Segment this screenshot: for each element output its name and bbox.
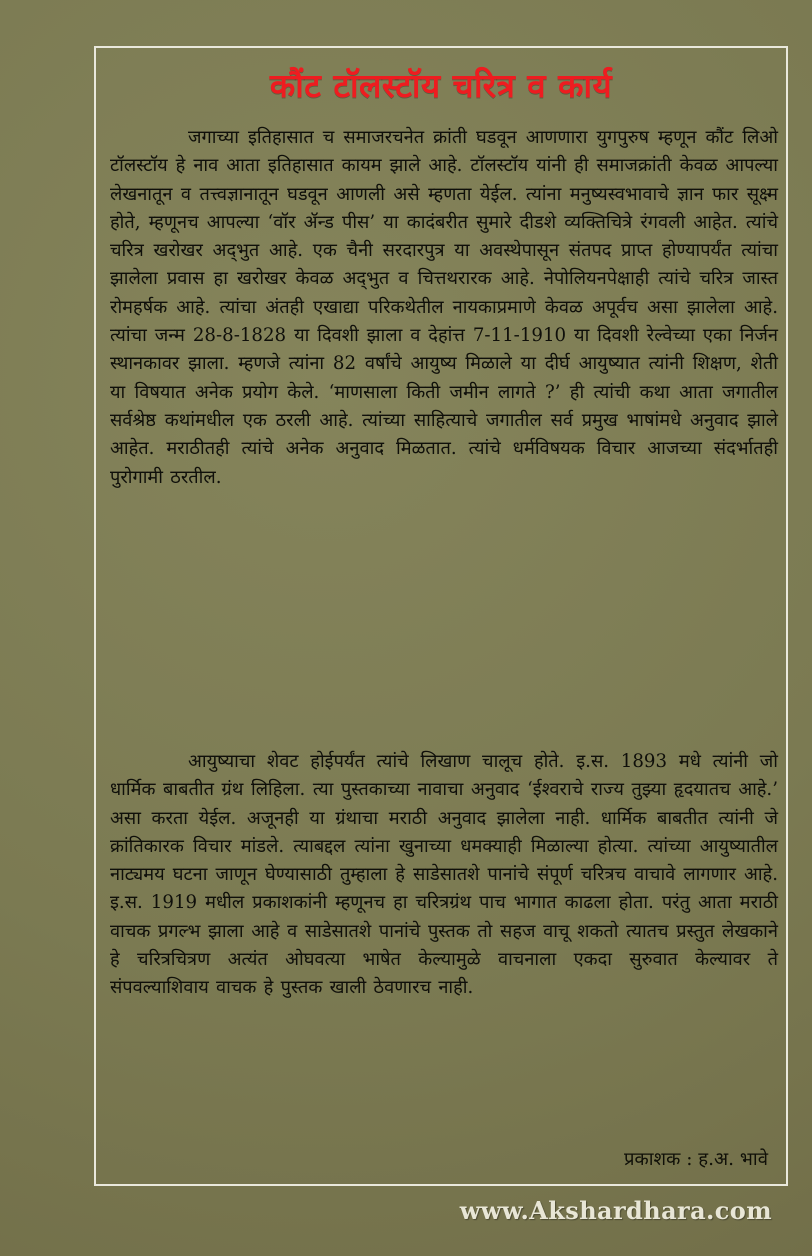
publisher-credit: प्रकाशक : ह.अ. भावे: [624, 1149, 768, 1170]
website-watermark: www.Akshardhara.com: [459, 1196, 772, 1225]
paragraph-2: आयुष्याचा शेवट होईपर्यंत त्यांचे लिखाण चालूच होते. इ.स. 1893 मधे त्यांनी जो धार्मिक बाबतीत ग्रंथ लिहिला. त्या पुस्तकाच्या नावाचा अनुवाद ‘ईश्वराचे राज्य तुझ्या हृदयातच आहे.’ असा करता येईल. अजूनही या ग्रंथाचा मराठी अनुवाद झालेला नाही. धार्मिक बाबतीत त्यांनी जे क्रांतिकारक विचार मांडले. त्याबद्दल त्यांना खुनाच्या धमक्याही मिळाल्या होत्या. त्यांच्या आयुष्यातील नाट्यमय घटना जाणून घेण्यासाठी तुम्हाला हे साडेसातशे पानांचे संपूर्ण चरित्रच वाचावे लागणार आहे. इ.स. 1919 मधील प्रकाशकांनी म्हणूनच हा चरित्रग्रंथ पाच भागात काढला होता. परंतु आता मराठी वाचक प्रगल्भ झाला आहे व साडेसातशे पानांचे पुस्तक तो सहज वाचू शकतो त्यातच प्रस्तुत लेखकाने हे चरित्रचित्रण अत्यंत ओघवत्या भाषेत केल्यामुळे वाचनाला एकदा सुरुवात केल्यावर ते संपवल्याशिवाय वाचक हे पुस्तक खाली ठेवणारच नाही.: [110, 751, 778, 999]
text-frame: [94, 46, 788, 1186]
page-title: कौंट टॉलस्टॉय चरित्र व कार्य: [269, 66, 613, 105]
paragraph-1: जगाच्या इतिहासात च समाजरचनेत क्रांती घडवून आणणारा युगपुरुष म्हणून कौंट लिओ टॉलस्टॉय हे नाव आता इतिहासात कायम झाले आहे. टॉलस्टॉय यांनी ही समाजक्रांती केवळ आपल्या लेखनातून व तत्त्वज्ञानातून घडवून आणली असे म्हणता येईल. त्यांना मनुष्यस्वभावाचे ज्ञान फार सूक्ष्म होते, म्हणूनच आपल्या ‘वॉर ॲन्ड पीस’ या कादंबरीत सुमारे दीडशे व्यक्तिचित्रे रंगवली आहेत. त्यांचे चरित्र खरोखर अद्‌भुत आहे. एक चैनी सरदारपुत्र या अवस्थेपासून संतपद प्राप्त होण्यापर्यंत त्यांचा झालेला प्रवास हा खरोखर केवळ अद्‌भुत व चित्तथरारक आहे. नेपोलियनपेक्षाही त्यांचे चरित्र जास्त रोमहर्षक आहे. त्यांचा अंतही एखाद्या परिकथेतील नायकाप्रमाणे केवळ अपूर्वच असा झालेला आहे. त्यांचा जन्म 28-8-1828 या दिवशी झाला व देहांत्त 7-11-1910 या दिवशी रेल्वेच्या एका निर्जन स्थानकावर झाला. म्हणजे त्यांना 82 वर्षांचे आयुष्य मिळाले या दीर्घ आयुष्यात त्यांनी शिक्षण, शेती या विषयात अनेक प्रयोग केले. ‘माणसाला किती जमीन लागते ?’ ही त्यांची कथा आता जगातील सर्वश्रेष्ठ कथांमधील एक ठरली आहे. त्यांच्या साहित्याचे जगातील सर्व प्रमुख भाषांमधे अनुवाद झाले आहेत. मराठीतही त्यांचे अनेक अनुवाद मिळतात. त्यांचे धर्मविषयक विचार आजच्या संदर्भातही पुरोगामी ठरतील.: [110, 127, 778, 488]
